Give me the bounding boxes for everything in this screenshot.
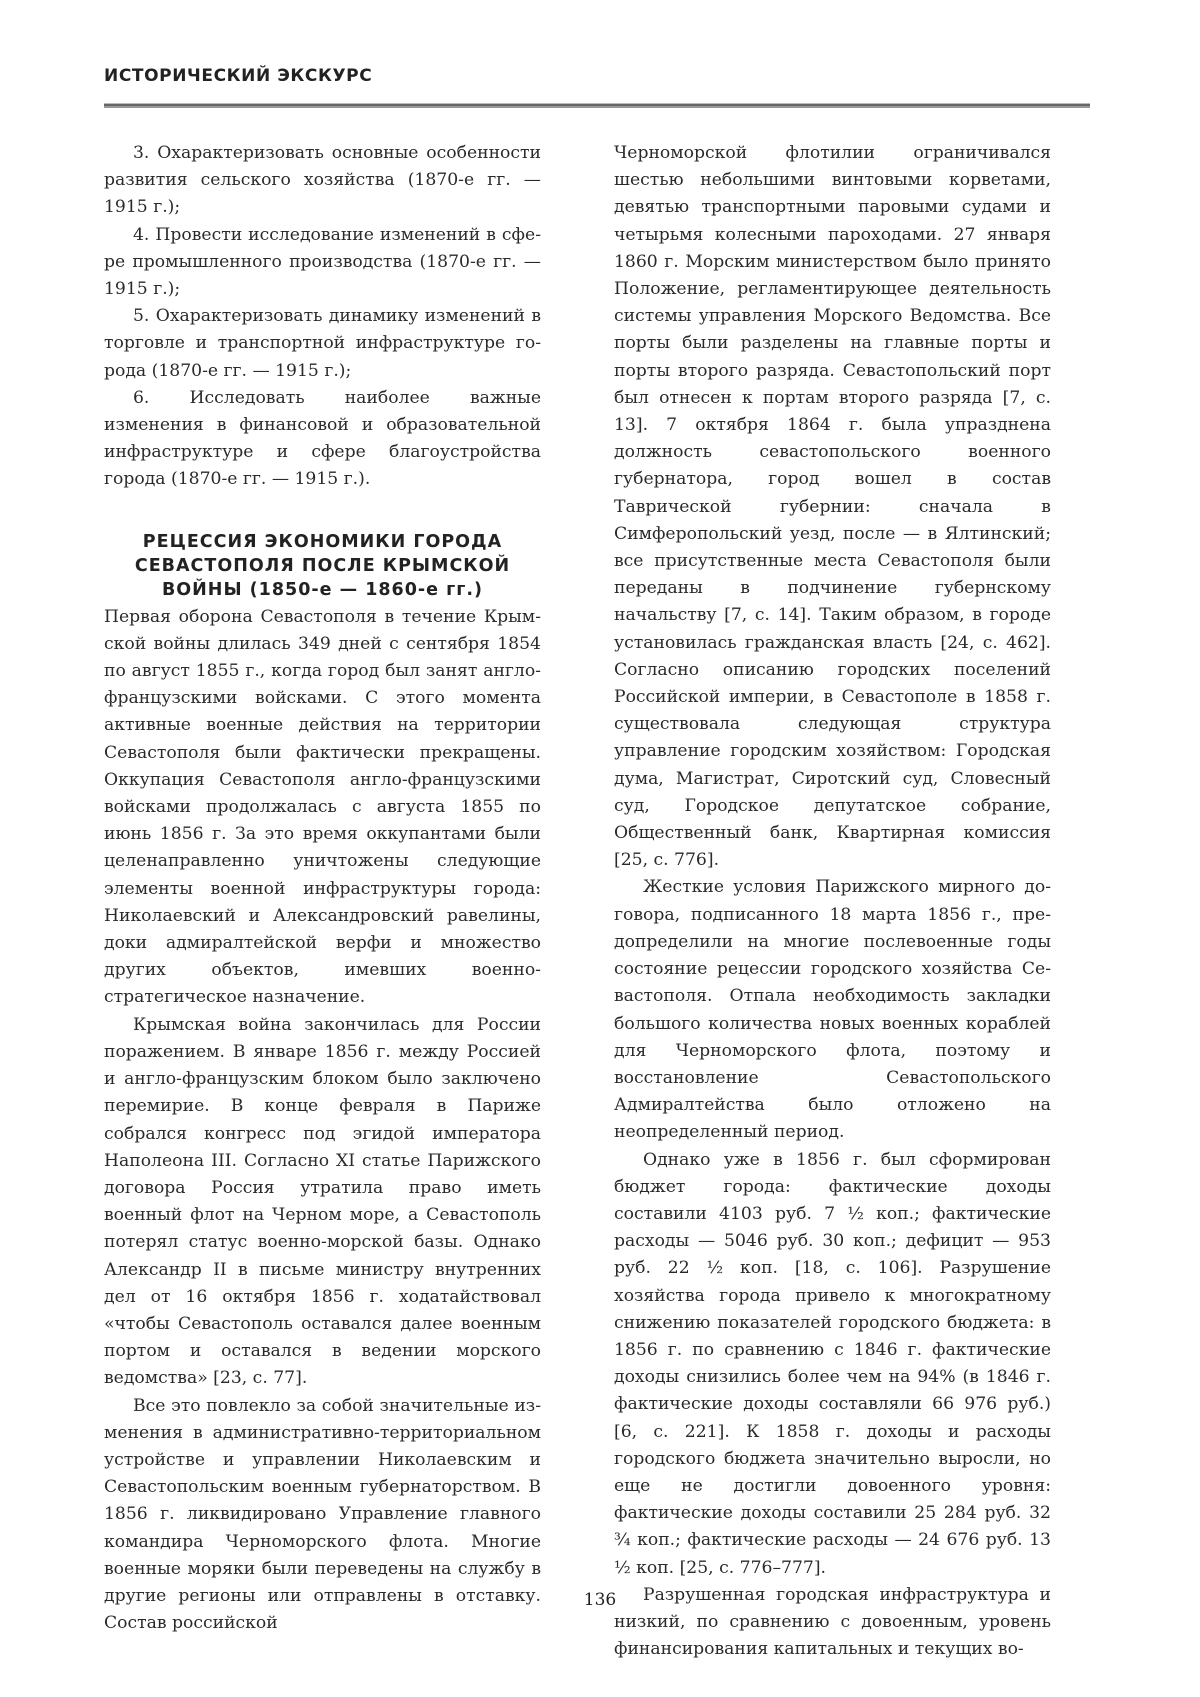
body-paragraph: Жесткие условия Парижского мирного договора, подписанного 18 марта 1856 г., предопределили на многие послевоенные годы состояние рецессии городского хозяйства Севастополя. Отпала необходимость закладки большого количества новых военных кораблей для Черноморского флота, поэтому и восстановление Севастопольского Адмиралтейства было отложено на неопределенный период. — [614, 877, 1051, 1143]
page-number: 136 — [583, 1590, 617, 1610]
objective-item-3: 3. Охарактеризовать основные особенности развития сельского хозяйства (1870-е гг. — 1915 г.); — [104, 143, 541, 218]
right-column — [614, 140, 1051, 1663]
objective-item-6: 6. Исследовать наиболее важные изменения в финансовой и образовательной инфраструктуре и сфере благоустройства города (1870-е гг. — 1915 г.). — [104, 387, 541, 490]
running-header-title: ИСТОРИЧЕСКИЙ ЭКСКУРС — [104, 66, 373, 86]
body-paragraph: Крымская война закончилась для России поражением. В январе 1856 г. между Россией и англо-французским блоком было заключено перемирие. В конце февраля в Париже собрался конгресс под эгидой императора Наполеона III. Согласно XI статье Парижского договора Россия утратила право иметь военный флот на Черном море, а Севастополь потерял статус военно-морской базы. Однако Александр II в письме министру внутренних дел от 16 октября 1856 г. ходатайствовал «чтобы Севастополь оставался далее военным портом и оставался в ведении морского ведомства» [23, с. 77]. — [104, 1014, 541, 1389]
objective-item-5: 5. Охарактеризовать динамику изменений в торговле и транспортной инфраструктуре города (1870-е гг. — 1915 г.); — [104, 306, 541, 381]
body-paragraph: Первая оборона Севастополя в течение Крымской войны длилась 349 дней с сентября 1854 по август 1855 г., когда город был занят англо-французскими войсками. С этого момента активные военные действия на территории Севастополя были фактически прекращены. Оккупация Севастополя англо-французскими войсками продолжалась с августа 1855 по июнь 1856 г. За это время оккупантами были целенаправленно уничтожены следующие элементы военной инфраструктуры города: Николаевский и Александровский равелины, доки адмиралтейской верфи и множество других объектов, имевших военно-стратегическое назначение. — [104, 606, 541, 1008]
header-rule — [104, 103, 1090, 108]
section-heading: РЕЦЕССИЯ ЭКОНОМИКИ ГОРОДА СЕВАСТОПОЛЯ ПОСЛЕ КРЫМСКОЙ ВОЙНЫ (1850-е — 1860-е гг.) — [134, 531, 511, 600]
body-paragraph: Черноморской флотилии ограничивался шестью небольшими винтовыми корветами, девятью транспортными паровыми судами и четырьмя колесными пароходами. 27 января 1860 г. Морским министерством было принято Положение, регламентирующее деятельность системы управления Морского Ведомства. Все порты были разделены на главные порты и порты второго разряда. Севастопольский порт был отнесен к портам второго разряда [7, с. 13]. 7 октября 1864 г. была упразднена должность севастопольского военного губернатора, город вошел в состав Таврической губернии: сначала в Симферопольский уезд, после — в Ялтинский; все присутственные места Севастополя были переданы в подчинение губернскому начальству [7, с. 14]. Таким образом, в городе установилась гражданская власть [24, с. 462]. Согласно описанию городских поселений Российской империи, в Севастополе в 1858 г. существовала следующая структура управление городским хозяйством: Городская дума, Магистрат, Сиротский суд, Словесный суд, Городское депутатское собрание, Общественный банк, Квартирная комиссия [25, с. 776]. — [614, 143, 1051, 871]
body-paragraph: Разрушенная городская инфраструктура и низкий, по сравнению с довоенным, уровень финансирования капитальных и текущих во- — [614, 1584, 1051, 1660]
body-paragraph: Однако уже в 1856 г. был сформирован бюджет города: фактические доходы составили 4103 руб. 7 ½ коп.; фактические расходы — 5046 руб. 30 коп.; дефицит — 953 руб. 22 ½ коп. [18, с. 106]. Разрушение хозяйства города привело к многократному снижению показателей городского бюджета: в 1856 г. по сравнению с 1846 г. фактические доходы снизились более чем на 94% (в 1846 г. фактические доходы составляли 66 976 руб.) [6, с. 221]. К 1858 г. доходы и расходы городского бюджета значительно выросли, но еще не достигли довоенного уровня: фактические доходы составили 25 284 руб. 32 ¾ коп.; фактические расходы — 24 676 руб. 13 ½ коп. [25, с. 776–777]. — [614, 1149, 1051, 1578]
body-paragraph: Все это повлекло за собой значительные изменения в административно-территориальном устройстве и управлении Николаевским и Севастопольским военным губернаторством. В 1856 г. ликвидировано Управление главного командира Черноморского флота. Многие военные моряки были переведены на службу в другие регионы или отправлены в отставку. Состав российской — [104, 1395, 541, 1634]
objective-item-4: 4. Провести исследование изменений в сфере промышленного производства (1870-е гг. — 1915 г.); — [104, 224, 541, 300]
left-column — [104, 140, 541, 1637]
